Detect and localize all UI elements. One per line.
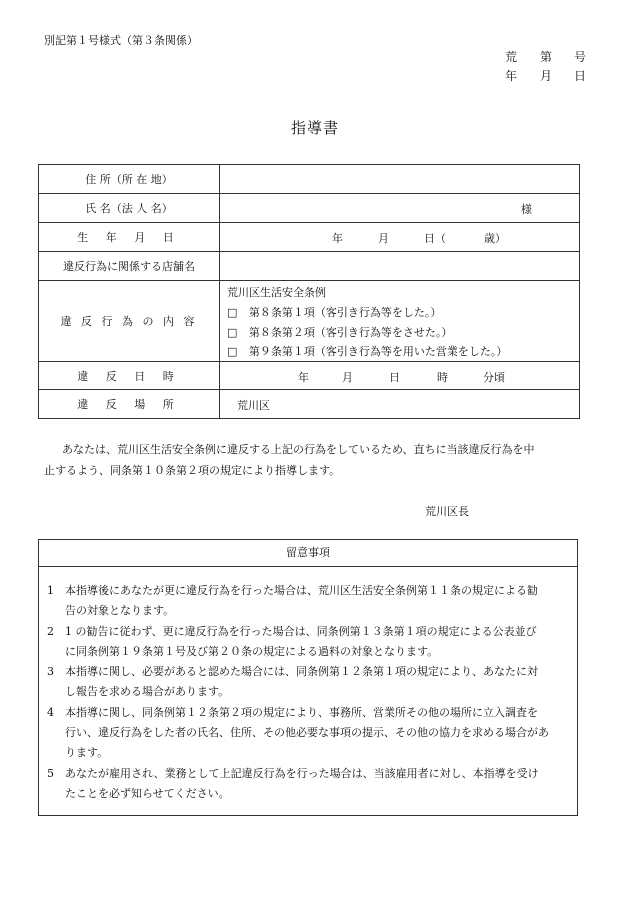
note-item <box>47 581 571 622</box>
violation-datetime-label: 違 反 日 時 <box>39 362 220 390</box>
name-label: 氏 名（法 人 名） <box>39 194 220 223</box>
note-item <box>47 764 571 805</box>
violation-content-label: 違 反 行 為 の 内 容 <box>39 281 220 362</box>
reference-dai: 第 <box>540 50 553 64</box>
checkbox-item-label: 第８条第２項（客引き行為等をさせた。） <box>248 326 453 339</box>
place-ward: 荒川区 <box>237 399 270 412</box>
checkbox-item[interactable] <box>227 343 507 359</box>
violation-content-value <box>220 281 580 362</box>
checkbox-item[interactable] <box>227 324 452 340</box>
row-address <box>39 165 580 194</box>
form-number: 別記第１号様式（第３条関係） <box>44 34 198 47</box>
signer: 荒川区長 <box>425 505 469 518</box>
row-name <box>39 194 580 223</box>
violation-month-unit: 月 <box>342 371 353 384</box>
checkbox-item-label: 第９条第１項（客引き行為等を用いた営業をした。） <box>248 345 508 358</box>
row-violation-place <box>39 390 580 419</box>
issue-date-day: 日 <box>574 69 587 83</box>
violation-day-unit: 日 <box>389 371 400 384</box>
violation-year-unit: 年 <box>298 371 309 384</box>
note-number: 4 <box>47 705 54 719</box>
store-value[interactable] <box>220 252 580 281</box>
checkbox-icon[interactable]: □ <box>227 306 238 319</box>
note-line: あなたが雇用され、業務として上記違反行為を行った場合は、当該雇用者に対し、本指導を受け <box>65 766 539 780</box>
note-number: 1 <box>47 584 54 597</box>
note-line: 行い、違反行為をした者の氏名、住所、その他必要な事項の提示、その他の協力を求める場合があ <box>65 726 549 740</box>
note-line: 1 の勧告に従わず、更に違反行為を行った場合は、同条例第１３条第１項の規定による公表並び <box>65 624 537 638</box>
checkbox-item[interactable] <box>227 304 441 320</box>
note-line: 告の対象となります。 <box>65 604 175 618</box>
violation-minute-unit: 分頃 <box>483 371 505 384</box>
note-line: たことを必ず知らせてください。 <box>65 786 230 800</box>
ordinance-name: 荒川区生活安全条例 <box>227 286 326 299</box>
checkbox-item-label: 第８条第１項（客引き行為等をした。） <box>248 306 442 319</box>
issue-date-year: 年 <box>505 69 518 83</box>
violation-place-label: 違 反 場 所 <box>39 390 220 419</box>
birth-month-unit: 月 <box>378 232 389 245</box>
note-number: 3 <box>47 665 54 679</box>
note-line: 本指導後にあなたが更に違反行為を行った場合は、荒川区生活安全条例第１１条の規定による勧 <box>65 584 538 597</box>
violation-hour-unit: 時 <box>437 371 448 384</box>
note-line: に同条例第１９条第１号及び第２０条の規定による過料の対象となります。 <box>65 644 439 658</box>
note-number: 2 <box>47 624 54 638</box>
checkbox-icon[interactable]: □ <box>227 345 238 358</box>
address-label: 住 所（所 在 地） <box>39 165 220 194</box>
reference-go: 号 <box>574 50 587 64</box>
notes-heading: 留意事項 <box>39 540 577 567</box>
name-value[interactable] <box>220 194 580 223</box>
age-unit: 歳） <box>484 232 506 245</box>
note-line: し報告を求める場合があります。 <box>65 685 230 699</box>
note-line: 本指導に関し、必要があると認めた場合には、同条例第１２条第１項の規定により、あなたに対 <box>65 665 538 679</box>
instruction-text-line2: 止するよう、同条第１０条第２項の規定により指導します。 <box>44 464 341 477</box>
honorific-sama: 様 <box>521 203 532 216</box>
reference-prefix: 荒 <box>505 50 518 64</box>
birth-day-unit: 日（ <box>424 232 446 245</box>
note-item <box>47 622 571 663</box>
note-line: 本指導に関し、同条例第１２条第２項の規定により、事務所、営業所その他の場所に立入調査を <box>65 705 538 719</box>
note-item <box>47 662 571 703</box>
checkbox-icon[interactable]: □ <box>227 326 238 339</box>
store-label: 違反行為に関係する店舗名 <box>39 252 220 281</box>
birth-year-unit: 年 <box>332 232 343 245</box>
note-item <box>47 703 571 764</box>
instruction-text-line1: あなたは、荒川区生活安全条例に違反する上記の行為をしているため、直ちに当該違反行為を中 <box>62 443 535 456</box>
violation-datetime-value[interactable] <box>220 362 580 390</box>
row-violation-content <box>39 281 580 362</box>
notes-list <box>39 567 577 804</box>
row-violation-datetime <box>39 362 580 390</box>
address-value[interactable] <box>220 165 580 194</box>
row-birthdate <box>39 223 580 252</box>
violator-info-table <box>38 164 580 419</box>
violation-place-value[interactable] <box>220 390 580 419</box>
birthdate-value[interactable] <box>220 223 580 252</box>
notes-box <box>38 539 578 816</box>
birthdate-label: 生 年 月 日 <box>39 223 220 252</box>
note-line: ります。 <box>65 746 109 760</box>
note-number: 5 <box>47 766 54 780</box>
row-store <box>39 252 580 281</box>
document-title: 指導書 <box>290 119 339 137</box>
issue-date-month: 月 <box>540 69 553 83</box>
